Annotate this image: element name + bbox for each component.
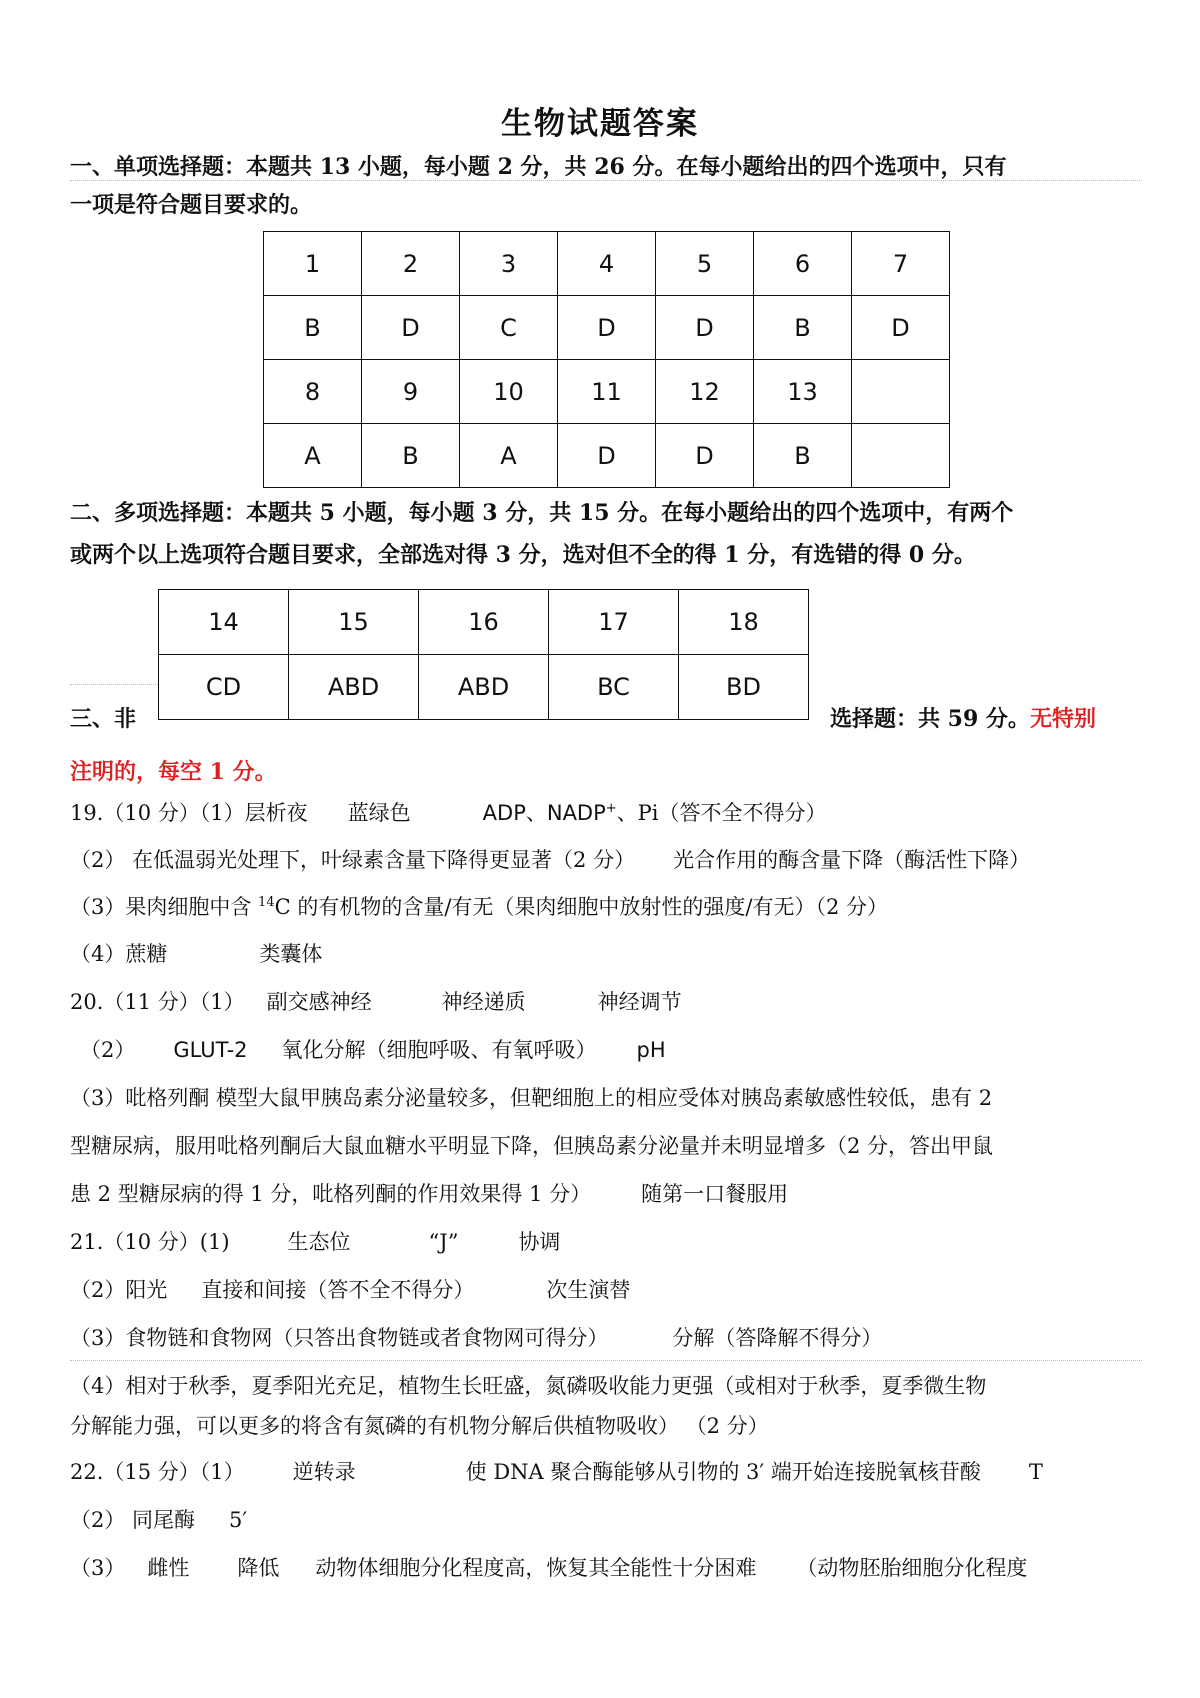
q21-line3: （3）食物链和食物网（只答出食物链或者食物网可得分） 分解（答降解不得分） bbox=[70, 1326, 883, 1350]
q22-line1: 22.（15 分）（1） 逆转录 使 DNA 聚合酶能够从引物的 3′ 端开始连接脱氧核苷酸 T bbox=[70, 1460, 1043, 1484]
table-cell: D bbox=[558, 424, 656, 488]
table-cell bbox=[852, 424, 950, 488]
q21-line1: 21.（10 分）(1) 生态位 “J” 协调 bbox=[70, 1230, 561, 1254]
q22-line3: （3） 雌性 降低 动物体细胞分化程度高，恢复其全能性十分困难 （动物胚胎细胞分化程度 bbox=[70, 1556, 1028, 1580]
table-cell: C bbox=[460, 296, 558, 360]
table-cell: 9 bbox=[362, 360, 460, 424]
table-cell: 14 bbox=[159, 590, 289, 655]
table-cell: ABD bbox=[289, 655, 419, 720]
table-cell: 8 bbox=[264, 360, 362, 424]
q22-line2: （2） 同尾酶 5′ bbox=[70, 1508, 248, 1532]
table-cell: B bbox=[754, 424, 852, 488]
table-cell: B bbox=[362, 424, 460, 488]
table-cell: A bbox=[460, 424, 558, 488]
table-cell: A bbox=[264, 424, 362, 488]
table-cell: D bbox=[362, 296, 460, 360]
table-cell: 15 bbox=[289, 590, 419, 655]
table-cell: 5 bbox=[656, 232, 754, 296]
q21-line2: （2）阳光 直接和间接（答不全不得分） 次生演替 bbox=[70, 1278, 631, 1302]
q19-line4: （4）蔗糖 类囊体 bbox=[70, 942, 323, 966]
table-row bbox=[264, 232, 950, 296]
q20-line5: 患 2 型糖尿病的得 1 分，吡格列酮的作用效果得 1 分） 随第一口餐服用 bbox=[70, 1182, 789, 1206]
q20-line4: 型糖尿病，服用吡格列酮后大鼠血糖水平明显下降，但胰岛素分泌量并未明显增多（2 分，答出甲鼠 bbox=[70, 1134, 994, 1158]
table-cell: 17 bbox=[549, 590, 679, 655]
table-cell: 18 bbox=[679, 590, 809, 655]
table-cell bbox=[852, 360, 950, 424]
q21-line5: 分解能力强，可以更多的将含有氮磷的有机物分解后供植物吸收） （2 分） bbox=[70, 1414, 769, 1438]
q19-line2: （2） 在低温弱光处理下，叶绿素含量下降得更显著（2 分） 光合作用的酶含量下降（酶活性下降） bbox=[70, 848, 1031, 872]
table-cell: 2 bbox=[362, 232, 460, 296]
table-cell: 4 bbox=[558, 232, 656, 296]
section1-line1: 一、单项选择题：本题共 13 小题，每小题 2 分，共 26 分。在每小题给出的四个选项中，只有 bbox=[70, 154, 1007, 180]
section2-line2: 或两个以上选项符合题目要求，全部选对得 3 分，选对但不全的得 1 分，有选错的得 0 分。 bbox=[70, 542, 976, 568]
q20-line3: （3）吡格列酮 模型大鼠甲胰岛素分泌量较多，但靶细胞上的相应受体对胰岛素敏感性较低，患有 2 bbox=[70, 1086, 993, 1110]
table-cell: BD bbox=[679, 655, 809, 720]
table-cell: 7 bbox=[852, 232, 950, 296]
table-cell: D bbox=[656, 296, 754, 360]
q20-line2: （2） GLUT-2 氧化分解（细胞呼吸、有氧呼吸） pH bbox=[80, 1038, 666, 1062]
table-cell: 12 bbox=[656, 360, 754, 424]
table-cell: BC bbox=[549, 655, 679, 720]
table-row bbox=[159, 590, 809, 655]
section3-red2: 注明的，每空 1 分。 bbox=[70, 759, 277, 785]
section3-suffix: 选择题：共 59 分。无特别 bbox=[830, 706, 1096, 732]
q20-line1: 20.（11 分）（1） 副交感神经 神经递质 神经调节 bbox=[70, 990, 682, 1014]
table-row bbox=[264, 360, 950, 424]
table-cell: 13 bbox=[754, 360, 852, 424]
table-cell: 3 bbox=[460, 232, 558, 296]
table-cell: ABD bbox=[419, 655, 549, 720]
table-cell: 1 bbox=[264, 232, 362, 296]
section1-line2: 一项是符合题目要求的。 bbox=[70, 192, 313, 218]
page-title: 生物试题答案 bbox=[501, 106, 699, 142]
table-cell: 10 bbox=[460, 360, 558, 424]
table-cell: B bbox=[754, 296, 852, 360]
table-cell: CD bbox=[159, 655, 289, 720]
q19-line3: （3）果肉细胞中含 $^{14}$C 的有机物的含量/有无（果肉细胞中放射性的强度/有无）（2 分） bbox=[70, 895, 889, 919]
table-row bbox=[264, 424, 950, 488]
table-cell: B bbox=[264, 296, 362, 360]
table-cell: 6 bbox=[754, 232, 852, 296]
table-cell: D bbox=[558, 296, 656, 360]
table-row bbox=[264, 296, 950, 360]
table-cell: D bbox=[656, 424, 754, 488]
table-cell: D bbox=[852, 296, 950, 360]
section3-red1: 无特别 bbox=[1029, 706, 1096, 732]
table-cell: 16 bbox=[419, 590, 549, 655]
single-choice-answer-table bbox=[263, 231, 950, 488]
multi-choice-answer-table bbox=[158, 589, 809, 720]
section2-line1: 二、多项选择题：本题共 5 小题，每小题 3 分，共 15 分。在每小题给出的四个选项中，有两个 bbox=[70, 500, 1014, 526]
table-row bbox=[159, 655, 809, 720]
section3-prefix: 三、非 bbox=[70, 706, 137, 732]
q21-line4: （4）相对于秋季，夏季阳光充足，植物生长旺盛，氮磷吸收能力更强（或相对于秋季，夏季微生物 bbox=[70, 1374, 987, 1398]
table-cell: 11 bbox=[558, 360, 656, 424]
q19-line1: 19.（10 分）（1）层析夜 蓝绿色 ADP、NADP+、Pi（答不全不得分） bbox=[70, 801, 827, 825]
